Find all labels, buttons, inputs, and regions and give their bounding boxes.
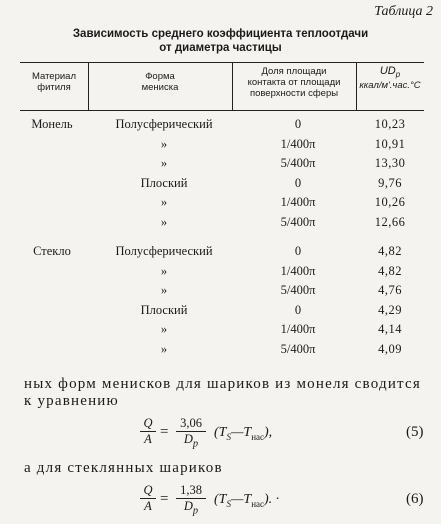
cell-heat-transfer: 13,30 [374,156,406,170]
cell-heat-transfer: 4,09 [378,341,402,356]
cell-contact-fraction: 0 [294,302,302,317]
table-row [20,283,424,303]
cell-meniscus-form: Плоский [140,175,188,190]
equation-number-6: (6) [406,491,424,507]
cell-meniscus-form: » [160,195,168,209]
table-row [20,176,424,196]
table-row [20,303,424,323]
cell-contact-fraction: 5/400π [280,283,316,297]
cell-meniscus-form: » [160,156,168,170]
cell-heat-transfer: 4,14 [378,322,402,336]
table-row [20,342,424,362]
cell-contact-fraction: 1/400π [280,136,316,151]
cell-contact-fraction: 1/400π [280,263,316,278]
cell-heat-transfer: 10,91 [374,136,406,151]
cell-heat-transfer: 10,26 [374,195,406,209]
table-row [20,156,424,176]
cell-meniscus-form: » [160,263,168,278]
cell-contact-fraction: 0 [294,117,302,131]
cell-contact-fraction: 1/400π [280,195,316,209]
table-row [20,244,424,264]
cell-contact-fraction: 5/400π [280,156,316,170]
header-contact-fraction: Доля площади контакта от площади поверхности сферы [247,66,341,99]
table-caption-line-2: от диаметра частицы [159,42,282,54]
cell-contact-fraction: 1/400π [280,322,316,336]
header-meniscus-form: Форма мениска [141,71,179,93]
header-bottom-rule [20,110,424,111]
table-row [20,137,424,157]
cell-meniscus-form: » [160,214,168,229]
body-text-line-2: к уравнению [24,393,119,409]
equation-5: $\frac{Q}{A}$ = $\frac{3,06}{D_p}$ $(T_S—T_{нас})$, [140,415,340,455]
cell-heat-transfer: 9,76 [378,175,402,190]
table-row [20,117,424,137]
cell-heat-transfer: 10,23 [374,117,406,131]
cell-heat-transfer: 4,82 [378,263,402,278]
equation-6: $\frac{Q}{A}$ = $\frac{1,38}{D_p}$ $(T_S—T_{нас})$. · [140,482,340,522]
table-row [20,322,424,342]
cell-material: Монель [31,117,73,131]
table-row [20,215,424,235]
cell-meniscus-form: » [160,341,168,356]
cell-meniscus-form: Плоский [140,302,188,317]
cell-meniscus-form: » [160,322,168,336]
cell-meniscus-form: Полусферический [115,117,213,131]
cell-material: Стекло [33,244,71,258]
cell-heat-transfer: 12,66 [374,214,406,229]
table-top-rule [20,62,424,63]
equation-number-5: (5) [406,424,424,440]
table-number: Таблица 2 [374,4,433,19]
cell-contact-fraction: 5/400π [280,341,316,356]
table-row [20,195,424,215]
cell-contact-fraction: 0 [294,175,302,190]
table-caption-line-1: Зависимость среднего коэффициента теплоотдачи [72,28,369,40]
body-text-line-1: ных форм менисков для шариков из монеля сводится [24,376,421,392]
cell-heat-transfer: 4,82 [378,244,402,258]
cell-contact-fraction: 5/400π [280,214,316,229]
cell-meniscus-form: » [160,283,168,297]
header-material: Материал фитиля [31,71,77,93]
cell-contact-fraction: 0 [294,244,302,258]
body-text-line-3: а для стеклянных шариков [24,460,223,476]
header-heat-transfer: $UD_p$ ккал/мʹ.час.°С [359,65,421,91]
cell-heat-transfer: 4,29 [378,302,402,317]
cell-heat-transfer: 4,76 [378,283,402,297]
table-row [20,264,424,284]
cell-meniscus-form: » [160,136,168,151]
cell-meniscus-form: Полусферический [115,244,213,258]
